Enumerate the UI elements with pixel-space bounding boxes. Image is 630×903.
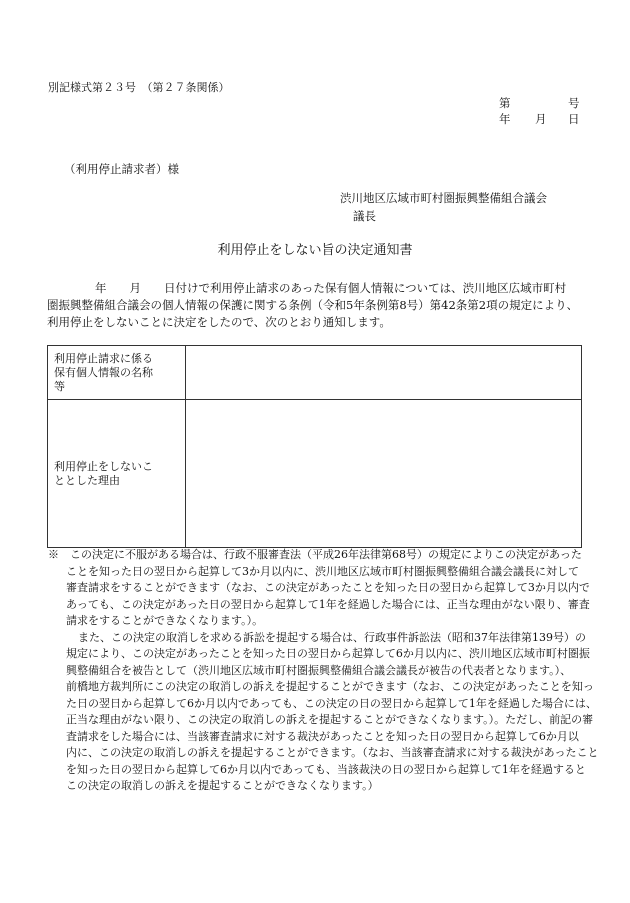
sender-organization: 渋川地区広域市町村圏振興整備組合議会 <box>340 191 547 205</box>
note-line: また、この決定の取消しを求める訴訟を提起する場合は、行政事件訴訟法（昭和37年法律第139号）の <box>78 630 586 644</box>
date-day-label: 日 <box>568 112 580 126</box>
row-label-target-info <box>48 346 186 400</box>
document-number-suffix: 号 <box>568 96 580 110</box>
table-row <box>48 346 582 400</box>
label-line: 利用停止をしないこ <box>54 459 153 473</box>
row-value-target-info[interactable] <box>186 346 582 400</box>
note-line: 査請求をした場合には、当該審査請求に対する裁決があったことを知った日の翌日から起算して6か月以 <box>66 729 579 743</box>
row-value-reason[interactable] <box>186 400 582 548</box>
document-number-label: 第 <box>499 96 511 110</box>
note-line: 審査請求をすることができます（なお、この決定があったことを知った日の翌日から起算して3か月以内で <box>66 581 590 594</box>
note-line: 規定により、この決定があったことを知った日の翌日から起算して6か月以内に、渋川地区広域市町村圏振 <box>66 647 590 660</box>
body-line: 年 月 日付けで利用停止請求のあった保有個人情報については、渋川地区広域市町村 <box>95 281 567 295</box>
body-line: 圏振興整備組合議会の個人情報の保護に関する条例（令和5年条例第8号）第42条第2項の規定により、 <box>47 298 579 312</box>
sender-title: 議長 <box>353 209 376 223</box>
label-line: 保有個人情報の名称 <box>54 365 153 379</box>
body-line: 利用停止をしないことに決定をしたので、次のとおり通知します。 <box>47 315 391 329</box>
table-row <box>48 400 582 548</box>
body-paragraph <box>47 280 592 331</box>
label-line: ととした理由 <box>54 473 120 487</box>
note-line: 前橋地方裁判所にこの決定の取消しの訴えを提起することができます（なお、この決定があったことを知っ <box>66 680 594 693</box>
date-year-label: 年 <box>499 112 511 126</box>
note-line: 興整備組合を被告として（渋川地区広域市町村圏振興整備組合議会議長が被告の代表者となります。）、 <box>66 663 572 677</box>
note-line: この決定の取消しの訴えを提起することができなくなります。） <box>66 779 379 792</box>
info-table <box>47 345 582 548</box>
note-line: 正当な理由がない限り、この決定の取消しの訴えを提起することができなくなります。）。ただし、前記の審 <box>66 713 594 726</box>
date-month-label: 月 <box>535 112 547 126</box>
note-line: を知った日の翌日から起算して6か月以内であっても、当該裁決の日の翌日から起算して1年を経過すると <box>66 762 586 776</box>
note-line: 請求をすることができなくなります。）。 <box>66 614 264 627</box>
note-line: あっても、この決定があった日の翌日から起算して1年を経過した場合には、正当な理由がない限り、審査 <box>66 597 590 611</box>
note-line: ※ この決定に不服がある場合は、行政不服審査法（平成26年法律第68号）の規定によりこの決定があった <box>48 548 582 561</box>
note-line: ことを知った日の翌日から起算して3か月以内に、渋川地区広域市町村圏振興整備組合議会議長に対して <box>66 564 579 578</box>
addressee: （利用停止請求者）様 <box>64 162 179 176</box>
document-title: 利用停止をしない旨の決定通知書 <box>217 243 413 258</box>
appeal-note <box>48 547 599 795</box>
label-line: 等 <box>54 379 65 393</box>
label-line: 利用停止請求に係る <box>54 351 153 365</box>
note-line: 内に、この決定の取消しの訴えを提起することができます。（なお、当該審査請求に対する裁決があったこと <box>66 746 599 759</box>
note-line: た日の翌日から起算して6か月以内であっても、この決定の日の翌日から起算して1年を経過した場合には、 <box>66 696 597 710</box>
row-label-reason <box>48 400 186 548</box>
form-label: 別記様式第２３号 （第２７条関係） <box>48 81 230 94</box>
